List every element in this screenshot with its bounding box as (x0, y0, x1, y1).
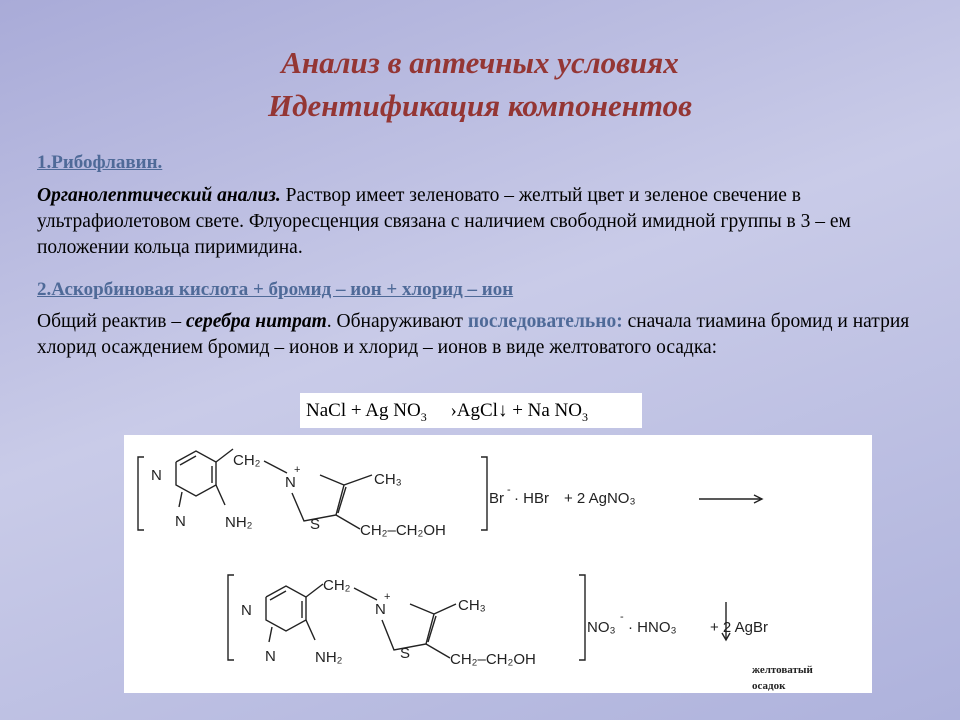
section2-text-b: . Обнаруживают (326, 311, 468, 332)
methyl-1: CH₃ (374, 471, 402, 488)
thiazole-ring-2 (382, 604, 434, 650)
amine-1: NH₂ (225, 514, 253, 531)
section1-text: Раствор имеет зеленовато – желтый цвет и зеленое свечение в ультрафиолетовом свете. Флуоресценция связана с наличием свободной имидной группы в 3 – ем положении кольца пиримидина. (37, 185, 851, 258)
section1-paragraph (37, 183, 942, 261)
section2-heading: 2.Аскорбиновая кислота + бромид – ион + хлорид – ион (37, 279, 514, 300)
acid-2: · HNO₃ (628, 619, 677, 636)
slide-title-line1: Анализ в аптечных условиях (281, 45, 679, 80)
thiazole-n-1: N (285, 474, 296, 491)
equation-left: NaCl + Ag NO (306, 400, 421, 421)
methyl-2: CH₃ (458, 597, 486, 614)
section2-paragraph (37, 309, 942, 361)
thiamine-bromide-structure (138, 449, 762, 539)
ch2-1: CH₂ (233, 452, 261, 469)
thiazole-s-2: S (400, 645, 411, 662)
pyrimidine-ring-2 (266, 586, 306, 631)
product-2: + 2 AgBr (710, 619, 768, 636)
bracket-left-1 (138, 457, 144, 530)
pyrimidine-n2: N (175, 513, 186, 530)
bracket-right-1 (481, 457, 487, 530)
precipitate-label-2: осадок (752, 680, 786, 692)
section1-heading: 1.Рибофлавин. (37, 152, 163, 173)
reaction-scheme-svg (124, 435, 872, 693)
precipitate-label-1: желтоватый (752, 664, 813, 676)
pyrimidine-n4: N (265, 648, 276, 665)
thiazole-n-2: N (375, 601, 386, 618)
anion-charge-2: - (620, 611, 624, 623)
equation-left-sub: 3 (420, 409, 427, 424)
section2-reagent: серебра нитрат (185, 311, 327, 332)
svg-text:+: + (294, 464, 301, 476)
section2-highlight: последовательно: (467, 311, 623, 332)
thiazole-ring-1 (292, 475, 344, 521)
svg-text:+: + (384, 591, 391, 603)
reaction-scheme (124, 435, 872, 693)
pyrimidine-ring-1 (176, 451, 216, 496)
side-chain-2: CH₂–CH₂OH (450, 651, 536, 668)
amine-2: NH₂ (315, 649, 343, 666)
pyrimidine-n1: N (151, 467, 162, 484)
reaction-equation (300, 393, 642, 428)
thiazole-s-1: S (310, 516, 321, 533)
thiamine-nitrate-structure (228, 575, 814, 692)
section2-text-a: Общий реактив – (37, 311, 186, 332)
acid-1: · HBr (514, 490, 549, 507)
anion-2: NO₃ (587, 619, 616, 636)
section2-text-c: сначала тиамина бромид и натрия хлорид осаждением бромид – ионов и хлорид – ионов в виде желтоватого осадка: (37, 311, 910, 358)
section1-lead: Органолептический анализ. (37, 185, 281, 206)
bracket-right-2 (579, 575, 585, 660)
bracket-left-2 (228, 575, 234, 660)
pyrimidine-n3: N (241, 602, 252, 619)
ch2-2: CH₂ (323, 577, 351, 594)
anion-charge-1: - (507, 484, 511, 496)
anion-1: Br (489, 490, 504, 507)
reagent-1: + 2 AgNO₃ (564, 490, 636, 507)
slide-title-line2: Идентификация компонентов (268, 88, 692, 123)
equation-right: ›AgCl↓ + Na NO (450, 400, 582, 421)
equation-right-sub: 3 (582, 409, 588, 424)
side-chain-1: CH₂–CH₂OH (360, 522, 446, 539)
